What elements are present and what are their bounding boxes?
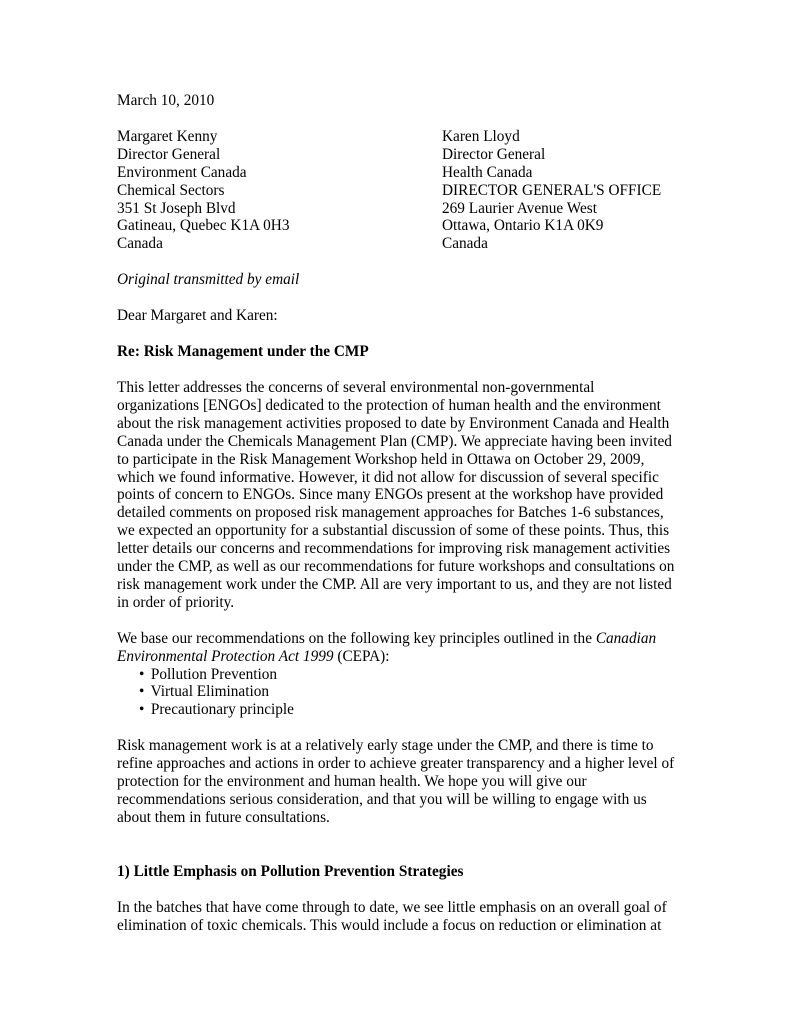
recipient-addresses — [117, 128, 677, 253]
letter-date: March 10, 2010 — [117, 92, 215, 109]
address-line: Canada — [117, 235, 163, 253]
list-item — [139, 683, 677, 701]
list-item — [139, 701, 677, 719]
paragraph-principles — [117, 630, 677, 666]
address-line: DIRECTOR GENERAL'S OFFICE — [442, 181, 662, 199]
list-item-label: Precautionary principle — [150, 701, 294, 719]
address-line: 269 Laurier Avenue West — [442, 199, 597, 217]
paragraph-early-stage: Risk management work is at a relatively early stage under the CMP, and there is time to refine approaches and actions in order to achieve greater transparency and a higher level of protection for the environment and human health. We hope you will give our recommendations serious consideration, and that you will be willing to engage with us about them in future consultations. — [117, 737, 675, 826]
subject-line: Re: Risk Management under the CMP — [117, 343, 369, 361]
letter-body — [117, 92, 677, 935]
list-item-label: Pollution Prevention — [150, 665, 278, 683]
principles-list — [117, 666, 677, 720]
address-line: Director General — [442, 145, 546, 163]
recipient-address-left — [117, 128, 442, 253]
recipient-address-right — [442, 128, 677, 253]
salutation: Dear Margaret and Karen: — [117, 307, 278, 325]
address-line: Chemical Sectors — [117, 181, 225, 199]
address-line: Canada — [442, 235, 488, 253]
address-line: Environment Canada — [117, 163, 247, 181]
address-line: Karen Lloyd — [442, 127, 520, 145]
address-line: Gatineau, Quebec K1A 0H3 — [117, 217, 290, 235]
list-item — [139, 666, 677, 684]
address-line: 351 St Joseph Blvd — [117, 199, 236, 217]
bullet-icon: • — [139, 665, 145, 683]
address-line: Margaret Kenny — [117, 127, 218, 145]
transmitted-note: Original transmitted by email — [117, 271, 300, 289]
principles-intro-text: We base our recommendations on the following key principles outlined in the — [117, 629, 596, 647]
paragraph-section1: In the batches that have come through to date, we see little emphasis on an overall goal of elimination of toxic chemicals. This would include a focus on reduction or elimination at — [117, 898, 667, 934]
address-line: Ottawa, Ontario K1A 0K9 — [442, 217, 604, 235]
paragraph-intro: This letter addresses the concerns of several environmental non-governmental organizations [ENGOs] dedicated to the protection of human health and the environment about the risk management activities proposed to date by Environment Canada and Health Canada under the Chemicals Management Plan (CMP). We appreciate having been invited to participate in the Risk Management Workshop held in Ottawa on October 29, 2009, which we found informative. However, it did not allow for discussion of several specific points of concern to ENGOs. Since many ENGOs present at the workshop have provided detailed comments on proposed risk management approaches for Batches 1-6 substances, we expected an opportunity for a substantial discussion of some of these points. Thus, this letter details our concerns and recommendations for improving risk management activities under the CMP, as well as our recommendations for future workshops and consultations on risk management work under the CMP. All are very important to us, and they are not listed in order of priority. — [117, 378, 675, 611]
principles-intro-suffix: (CEPA): — [333, 647, 390, 665]
act-title: Canadian Environmental Protection Act 1999 — [117, 629, 657, 665]
address-line: Director General — [117, 145, 221, 163]
bullet-icon: • — [139, 701, 145, 719]
section-heading: 1) Little Emphasis on Pollution Prevention Strategies — [117, 862, 464, 880]
list-item-label: Virtual Elimination — [150, 683, 270, 701]
bullet-icon: • — [139, 683, 145, 701]
address-line: Health Canada — [442, 163, 533, 181]
